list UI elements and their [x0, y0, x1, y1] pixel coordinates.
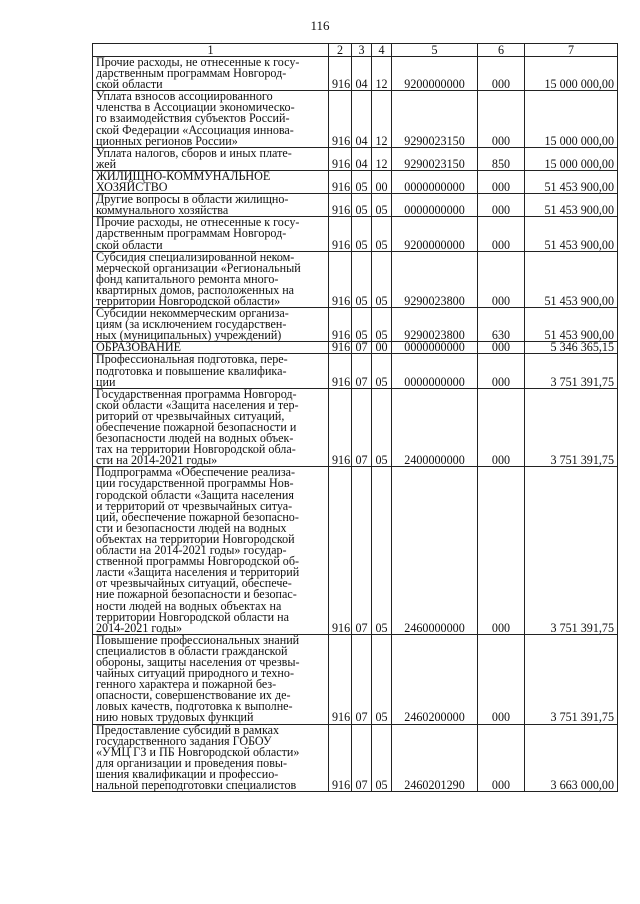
row-section-cell: 05 [352, 194, 372, 217]
table-row [93, 724, 618, 792]
row-expense-type-cell: 000 [478, 354, 525, 388]
table-row [93, 91, 618, 147]
row-expense-type-cell: 000 [478, 724, 525, 792]
row-code-cell: 916 [329, 170, 352, 193]
row-code-cell: 916 [329, 308, 352, 342]
row-name-cell: ОБРАЗОВАНИЕ [93, 342, 329, 354]
row-code-cell: 916 [329, 724, 352, 792]
row-name-cell: Профессиональная подготовка, пере- подготовка и повышение квалифика- ции [93, 354, 329, 388]
table-row [93, 147, 618, 170]
row-expense-type-cell: 000 [478, 388, 525, 467]
row-expense-type-cell: 630 [478, 308, 525, 342]
row-section-cell: 07 [352, 467, 372, 634]
row-amount-cell: 15 000 000,00 [525, 57, 618, 91]
row-expense-type-cell: 000 [478, 170, 525, 193]
row-expense-type-cell: 000 [478, 467, 525, 634]
column-header: 5 [392, 44, 478, 57]
table-body [93, 57, 618, 792]
row-name-cell: Прочие расходы, не отнесенные к госу- дарственным программам Новгород- ской области [93, 217, 329, 251]
row-amount-cell: 3 751 391,75 [525, 634, 618, 724]
row-name-cell: Субсидии некоммерческим организа- циям (за исключением государствен- ных (муниципальных) учреждений) [93, 308, 329, 342]
row-subsection-cell: 05 [372, 251, 392, 307]
row-subsection-cell: 05 [372, 217, 392, 251]
row-subsection-cell: 00 [372, 342, 392, 354]
row-name-cell: Субсидия специализированной неком- мерческой организации «Региональный фонд капитального ремонта много- квартирных домов, расположенных на территории Новгородской области» [93, 251, 329, 307]
row-target-article-cell: 0000000000 [392, 354, 478, 388]
row-target-article-cell: 9200000000 [392, 57, 478, 91]
row-name-cell: Предоставление субсидий в рамках государственного задания ГОБОУ «УМЦ ГЗ и ПБ Новгородской области» для организации и проведения повы- шения квалификации и профессио- нальной переподготовки специалистов [93, 724, 329, 792]
row-section-cell: 07 [352, 388, 372, 467]
row-name-cell: Повышение профессиональных знаний специалистов в области гражданской обороны, защиты населения от чрезвы- чайных ситуаций природного и техно- генного характера и пожарной без- опасности, совершенствование их де- ловых качеств, подготовка к выполне- нию новых трудовых функций [93, 634, 329, 724]
table-row [93, 57, 618, 91]
row-target-article-cell: 0000000000 [392, 194, 478, 217]
row-section-cell: 07 [352, 634, 372, 724]
row-amount-cell: 3 663 000,00 [525, 724, 618, 792]
table-row [93, 388, 618, 467]
column-header: 1 [93, 44, 329, 57]
row-code-cell: 916 [329, 147, 352, 170]
row-code-cell: 916 [329, 388, 352, 467]
row-subsection-cell: 05 [372, 194, 392, 217]
table-row [93, 194, 618, 217]
row-amount-cell: 3 751 391,75 [525, 388, 618, 467]
row-subsection-cell: 05 [372, 354, 392, 388]
row-section-cell: 07 [352, 354, 372, 388]
row-target-article-cell: 9200000000 [392, 217, 478, 251]
row-code-cell: 916 [329, 634, 352, 724]
row-target-article-cell: 9290023150 [392, 147, 478, 170]
row-subsection-cell: 00 [372, 170, 392, 193]
row-section-cell: 05 [352, 251, 372, 307]
row-expense-type-cell: 000 [478, 91, 525, 147]
row-target-article-cell: 2460200000 [392, 634, 478, 724]
table-row [93, 634, 618, 724]
row-amount-cell: 51 453 900,00 [525, 217, 618, 251]
budget-table [92, 43, 618, 792]
column-header: 2 [329, 44, 352, 57]
row-section-cell: 05 [352, 217, 372, 251]
table-row [93, 217, 618, 251]
row-subsection-cell: 12 [372, 57, 392, 91]
row-amount-cell: 15 000 000,00 [525, 147, 618, 170]
row-name-cell: Другие вопросы в области жилищно- коммунального хозяйства [93, 194, 329, 217]
row-amount-cell: 51 453 900,00 [525, 308, 618, 342]
row-subsection-cell: 05 [372, 388, 392, 467]
table-row [93, 251, 618, 307]
row-subsection-cell: 12 [372, 147, 392, 170]
row-amount-cell: 5 346 365,15 [525, 342, 618, 354]
row-target-article-cell: 2460201290 [392, 724, 478, 792]
row-section-cell: 04 [352, 91, 372, 147]
row-name-cell: ЖИЛИЩНО-КОММУНАЛЬНОЕ ХОЗЯЙСТВО [93, 170, 329, 193]
row-amount-cell: 51 453 900,00 [525, 251, 618, 307]
row-target-article-cell: 0000000000 [392, 170, 478, 193]
column-header: 7 [525, 44, 618, 57]
table-row [93, 354, 618, 388]
table-row [93, 308, 618, 342]
row-amount-cell: 51 453 900,00 [525, 194, 618, 217]
row-code-cell: 916 [329, 57, 352, 91]
row-target-article-cell: 2460000000 [392, 467, 478, 634]
row-target-article-cell: 9290023800 [392, 251, 478, 307]
row-name-cell: Прочие расходы, не отнесенные к госу- дарственным программам Новгород- ской области [93, 57, 329, 91]
row-target-article-cell: 9290023800 [392, 308, 478, 342]
row-code-cell: 916 [329, 354, 352, 388]
row-subsection-cell: 05 [372, 634, 392, 724]
row-amount-cell: 3 751 391,75 [525, 467, 618, 634]
column-header: 4 [372, 44, 392, 57]
column-header: 3 [352, 44, 372, 57]
row-name-cell: Уплата взносов ассоциированного членства в Ассоциации экономическо- го взаимодействия субъектов Россий- ской Федерации «Ассоциация иннова- ционных регионов России» [93, 91, 329, 147]
row-expense-type-cell: 000 [478, 57, 525, 91]
row-code-cell: 916 [329, 217, 352, 251]
row-expense-type-cell: 000 [478, 194, 525, 217]
row-code-cell: 916 [329, 342, 352, 354]
row-expense-type-cell: 850 [478, 147, 525, 170]
row-target-article-cell: 0000000000 [392, 342, 478, 354]
row-subsection-cell: 05 [372, 308, 392, 342]
table-row [93, 170, 618, 193]
row-section-cell: 07 [352, 724, 372, 792]
row-section-cell: 07 [352, 342, 372, 354]
row-code-cell: 916 [329, 251, 352, 307]
column-header: 6 [478, 44, 525, 57]
row-subsection-cell: 12 [372, 91, 392, 147]
row-code-cell: 916 [329, 91, 352, 147]
row-target-article-cell: 2400000000 [392, 388, 478, 467]
row-subsection-cell: 05 [372, 724, 392, 792]
row-amount-cell: 51 453 900,00 [525, 170, 618, 193]
row-name-cell: Подпрограмма «Обеспечение реализа- ции государственной программы Нов- городской области «Защита населения и территорий от чрезвычайных ситуа- ций, обеспечение пожарной безопасно- сти и безопасности людей на водных объектах на территории Новгородской области на 2014-2021 годы» госудаp- ственной программы Новгородской об- ласти «Защита населения и территорий от чрезвычайных ситуаций, обеспече- ние пожарной безопасности и безопас- ности людей на водных объектах на территории Новгородской области на 2014-2021 годы» [93, 467, 329, 634]
row-expense-type-cell: 000 [478, 217, 525, 251]
row-section-cell: 04 [352, 147, 372, 170]
row-amount-cell: 15 000 000,00 [525, 91, 618, 147]
row-target-article-cell: 9290023150 [392, 91, 478, 147]
row-expense-type-cell: 000 [478, 634, 525, 724]
table-row [93, 467, 618, 634]
row-expense-type-cell: 000 [478, 251, 525, 307]
row-section-cell: 05 [352, 170, 372, 193]
row-expense-type-cell: 000 [478, 342, 525, 354]
row-section-cell: 05 [352, 308, 372, 342]
row-code-cell: 916 [329, 467, 352, 634]
row-subsection-cell: 05 [372, 467, 392, 634]
row-name-cell: Государственная программа Новгород- ской области «Защита населения и тер- риторий от чрезвычайных ситуаций, обеспечение пожарной безопасности и безопасности людей на водных объек- тах на территории Новгородской обла- сти на 2014-2021 годы» [93, 388, 329, 467]
row-name-cell: Уплата налогов, сборов и иных плате- жей [93, 147, 329, 170]
row-section-cell: 04 [352, 57, 372, 91]
page-number: 116 [310, 18, 330, 33]
row-amount-cell: 3 751 391,75 [525, 354, 618, 388]
row-code-cell: 916 [329, 194, 352, 217]
